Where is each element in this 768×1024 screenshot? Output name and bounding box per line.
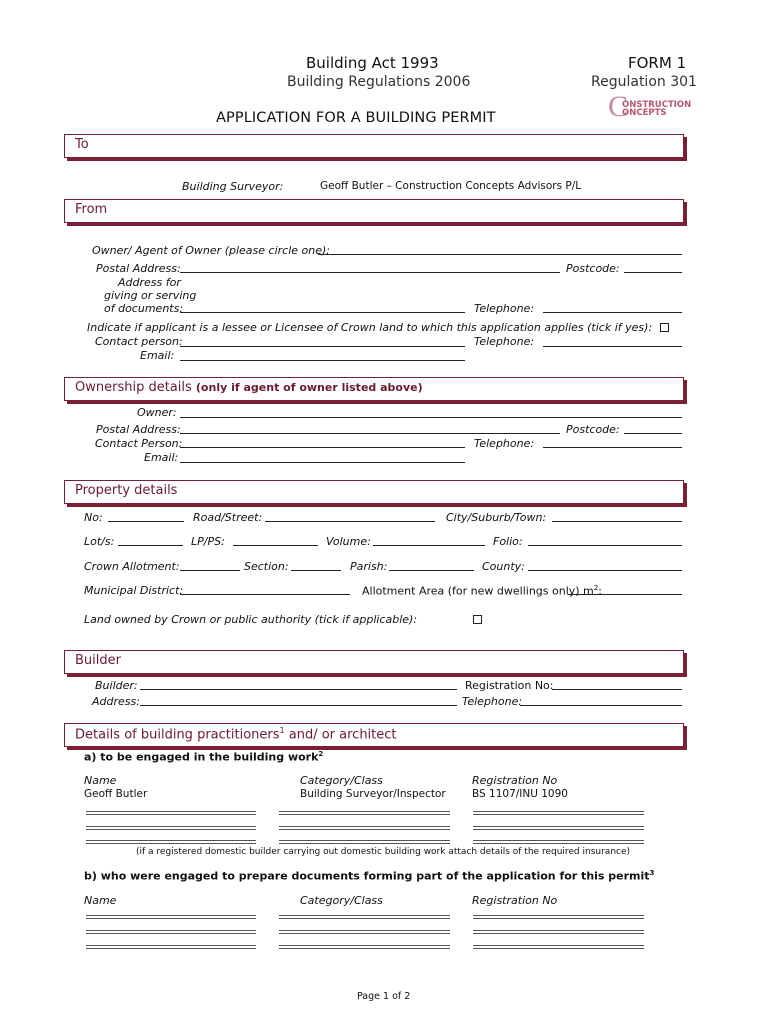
- section-builder-title: Builder: [75, 653, 121, 668]
- practitioner-b-registration-line-1[interactable]: [473, 915, 644, 919]
- practitioners-a-sup: 2: [318, 750, 324, 758]
- ownership-title-note: (only if agent of owner listed above): [195, 381, 423, 394]
- address-for-label-3: of documents:: [104, 302, 184, 315]
- telephone2-label: Telephone:: [474, 335, 535, 348]
- no-label: No:: [84, 511, 103, 524]
- practitioner-a-registration-line-1[interactable]: [473, 811, 644, 815]
- owner-postal-label: Postal Address:: [96, 423, 181, 436]
- section-builder: [64, 650, 684, 674]
- no-field[interactable]: [108, 521, 184, 522]
- postcode-field[interactable]: [624, 272, 682, 273]
- owner-email-label: Email:: [144, 451, 179, 464]
- crown-allotment-label: Crown Allotment:: [84, 560, 180, 573]
- logo-letter: C: [608, 90, 629, 123]
- folio-label: Folio:: [493, 535, 523, 548]
- section-to-title: To: [75, 137, 89, 152]
- municipal-district-label: Municipal District:: [84, 584, 184, 597]
- ownership-title-text: Ownership details: [75, 380, 192, 395]
- section-from-title: From: [75, 202, 108, 217]
- land-crown-label: Land owned by Crown or public authority (tick if applicable):: [84, 613, 418, 626]
- practitioners-b-text: b) who were engaged to prepare documents forming part of the application for this permit: [84, 869, 650, 883]
- volume-field[interactable]: [373, 545, 485, 546]
- city-label: City/Suburb/Town:: [446, 511, 547, 524]
- practitioners-title-tail: and/ or architect: [284, 727, 397, 743]
- lessee-checkbox[interactable]: [660, 323, 669, 332]
- section-property-title: Property details: [75, 483, 178, 498]
- building-surveyor-label: Building Surveyor:: [182, 180, 284, 193]
- owner-contact-label: Contact Person:: [95, 437, 183, 450]
- county-label: County:: [482, 560, 525, 573]
- owner-contact-field[interactable]: [180, 447, 465, 448]
- practitioners-b-sup: 3: [649, 869, 655, 877]
- postcode-label: Postcode:: [566, 262, 620, 275]
- b-col-name-header: Name: [84, 894, 117, 907]
- crown-allotment-field[interactable]: [180, 570, 240, 571]
- allotment-area-field[interactable]: [568, 594, 682, 595]
- page-title: APPLICATION FOR A BUILDING PERMIT: [216, 110, 496, 126]
- parish-field[interactable]: [389, 570, 474, 571]
- service-address-field[interactable]: [180, 312, 465, 313]
- parish-label: Parish:: [350, 560, 388, 573]
- col-name-header: Name: [84, 774, 117, 787]
- building-surveyor-value: Geoff Butler – Construction Concepts Advisors P/L: [320, 180, 582, 192]
- section-property: [64, 480, 684, 504]
- owner-postal-field[interactable]: [180, 433, 560, 434]
- owner-agent-label: Owner/ Agent of Owner (please circle one):: [92, 244, 330, 257]
- construction-concepts-logo: [608, 90, 698, 134]
- practitioner-b-registration-line-3[interactable]: [473, 945, 644, 949]
- regulations-subtitle: Building Regulations 2006: [287, 74, 471, 90]
- section-to: [64, 134, 684, 158]
- practitioner-b-category-line-1[interactable]: [279, 915, 450, 919]
- email-label: Email:: [140, 349, 175, 362]
- registration-no-label: Registration No:: [465, 679, 554, 692]
- practitioners-title-text: Details of building practitioners: [75, 727, 280, 743]
- logo-text-1: ONSTRUCTION: [622, 100, 692, 110]
- lessee-label: Indicate if applicant is a lessee or Licensee of Crown land to which this application applies (tick if yes):: [87, 321, 653, 334]
- lots-field[interactable]: [118, 545, 183, 546]
- allotment-area-sup: 2: [593, 584, 599, 592]
- practitioner-b-registration-line-2[interactable]: [473, 930, 644, 934]
- logo-text-2: ONCEPTS: [622, 108, 667, 118]
- telephone2-field[interactable]: [543, 346, 682, 347]
- form-number: FORM 1: [628, 54, 687, 72]
- practitioner-1-category: Building Surveyor/Inspector: [300, 788, 446, 800]
- b-col-category-header: Category/Class: [300, 894, 383, 907]
- section-ownership: [64, 377, 684, 401]
- allotment-area-label: [362, 584, 602, 598]
- section-from: [64, 199, 684, 223]
- owner-postcode-label: Postcode:: [566, 423, 620, 436]
- land-crown-checkbox[interactable]: [473, 615, 482, 624]
- regulation-number: Regulation 301: [591, 74, 697, 90]
- owner-agent-field[interactable]: [318, 254, 682, 255]
- practitioner-a-category-line-2[interactable]: [279, 826, 450, 830]
- practitioners-b-heading: [84, 869, 654, 883]
- col-category-header: Category/Class: [300, 774, 383, 787]
- contact-person-label: Contact person:: [95, 335, 183, 348]
- builder-field[interactable]: [140, 689, 457, 690]
- practitioner-a-name-line-2[interactable]: [86, 826, 256, 830]
- contact-person-field[interactable]: [180, 346, 465, 347]
- practitioners-title-sup: 1: [279, 726, 285, 735]
- owner-telephone-field[interactable]: [543, 447, 682, 448]
- b-col-registration-header: Registration No: [472, 894, 558, 907]
- email-field[interactable]: [180, 360, 465, 361]
- section-practitioners-title: [75, 726, 397, 742]
- practitioner-b-category-line-3[interactable]: [279, 945, 450, 949]
- owner-field[interactable]: [180, 417, 682, 418]
- section-ownership-title: [75, 380, 423, 395]
- road-field[interactable]: [265, 521, 435, 522]
- practitioner-1-registration: BS 1107/INU 1090: [472, 788, 568, 800]
- practitioner-a-name-line-3[interactable]: [86, 840, 256, 844]
- insurance-note: (if a registered domestic builder carrying out domestic building work attach details of the required insurance): [136, 847, 631, 857]
- practitioner-b-name-line-3[interactable]: [86, 945, 256, 949]
- postal-address-label: Postal Address:: [96, 262, 181, 275]
- allotment-area-text: Allotment Area (for new dwellings only) m: [362, 584, 594, 598]
- practitioner-a-registration-line-2[interactable]: [473, 826, 644, 830]
- lpps-field[interactable]: [233, 545, 318, 546]
- owner-postcode-field[interactable]: [624, 433, 682, 434]
- practitioner-a-registration-line-3[interactable]: [473, 840, 644, 844]
- practitioner-a-category-line-1[interactable]: [279, 811, 450, 815]
- practitioner-1-name: Geoff Butler: [84, 788, 148, 800]
- lpps-label: LP/PS:: [191, 535, 225, 548]
- telephone-field[interactable]: [543, 312, 682, 313]
- road-label: Road/Street:: [193, 511, 263, 524]
- builder-address-field[interactable]: [140, 705, 457, 706]
- section-practitioners: [64, 723, 684, 747]
- section-field[interactable]: [291, 570, 341, 571]
- practitioner-b-name-line-2[interactable]: [86, 930, 256, 934]
- municipal-district-field[interactable]: [180, 594, 350, 595]
- allotment-area-colon: :: [598, 584, 602, 598]
- owner-telephone-label: Telephone:: [474, 437, 535, 450]
- county-field[interactable]: [528, 570, 682, 571]
- owner-email-field[interactable]: [180, 462, 465, 463]
- postal-address-field[interactable]: [180, 272, 560, 273]
- address-for-label-1: Address for: [118, 276, 181, 289]
- builder-label: Builder:: [95, 679, 138, 692]
- section-label: Section:: [244, 560, 289, 573]
- page-number: Page 1 of 2: [357, 991, 411, 1002]
- builder-telephone-field[interactable]: [520, 705, 682, 706]
- practitioners-a-text: a) to be engaged in the building work: [84, 750, 319, 764]
- practitioner-a-category-line-3[interactable]: [279, 840, 450, 844]
- builder-telephone-label: Telephone:: [462, 695, 523, 708]
- address-for-label-2: giving or serving: [104, 289, 197, 302]
- practitioners-a-heading: [84, 750, 323, 764]
- practitioner-a-name-line-1[interactable]: [86, 811, 256, 815]
- builder-address-label: Address:: [92, 695, 140, 708]
- telephone-label: Telephone:: [474, 302, 535, 315]
- col-registration-header: Registration No: [472, 774, 558, 787]
- registration-no-field[interactable]: [552, 689, 682, 690]
- folio-field[interactable]: [528, 545, 682, 546]
- owner-label: Owner:: [137, 406, 177, 419]
- act-title: Building Act 1993: [306, 54, 439, 72]
- city-field[interactable]: [552, 521, 682, 522]
- lots-label: Lot/s:: [84, 535, 115, 548]
- practitioner-b-name-line-1[interactable]: [86, 915, 256, 919]
- practitioner-b-category-line-2[interactable]: [279, 930, 450, 934]
- volume-label: Volume:: [326, 535, 371, 548]
